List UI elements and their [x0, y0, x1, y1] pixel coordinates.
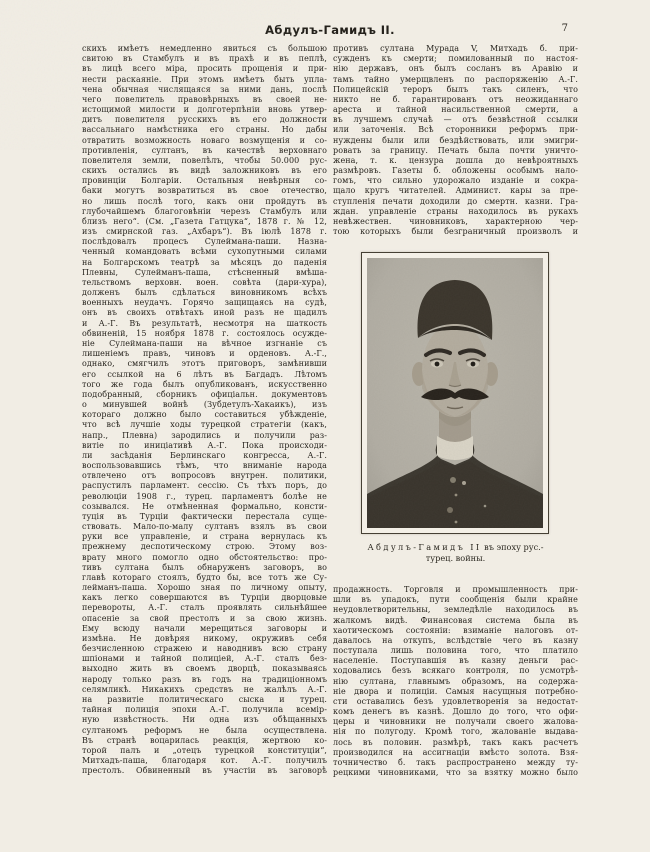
- text-line: комъ денегъ въ казнѣ. Дошло до того, что офи-: [333, 707, 578, 717]
- text-line: чена обычная числящаяся за ними дань, послѣ: [82, 84, 327, 94]
- text-line: баки могутъ возвратиться въ свое отечество,: [82, 186, 327, 196]
- text-line: что всѣ лучшіе ходы турецкой стратегіи (какъ,: [82, 420, 327, 430]
- portrait-figure: [361, 252, 549, 534]
- right-column-bottom: [333, 585, 578, 778]
- figure-caption-name: Абдулъ-Гамидъ II: [367, 542, 482, 552]
- text-line: тельствомъ верховн. воен. совѣта (дари-хура),: [82, 277, 327, 287]
- text-line: никто не б. гарантированъ отъ неожиданнаго: [333, 94, 578, 104]
- text-line: онъ въ своихъ отвѣтахъ иной разъ не щадилъ: [82, 308, 327, 318]
- text-line: шпіонами и тайной полиціей, А.-Г. сталъ без-: [82, 654, 327, 664]
- text-line: сужденъ къ смерти; помилованный по настоя-: [333, 54, 578, 64]
- text-line: скихъ остались въ видѣ заложниковъ въ его: [82, 166, 327, 176]
- text-line: повелителя земли, повелѣлъ, чтобы 50.000 рус-: [82, 155, 327, 165]
- text-line: Въ странѣ воцарилась реакція, жертвою ко-: [82, 735, 327, 745]
- text-line: и А.-Г. Въ результатѣ, несмотря на шаткость: [82, 318, 327, 328]
- text-line: продажность. Торговля и промышленность при-: [333, 585, 578, 594]
- text-line: или заточенія. Всѣ сторонники реформъ при-: [333, 125, 578, 135]
- text-line: долженъ былъ сдѣлаться виновникомъ всѣхъ: [82, 288, 327, 298]
- text-line: истощимой милости и долготерпѣніи вновь утвер-: [82, 105, 327, 115]
- text-line: производился на ассигнаціи вмѣсто золота. Взя-: [333, 747, 578, 757]
- right-column-top: [333, 44, 578, 237]
- text-line: провинціи Болгаріи. Остальныя невѣрныя со-: [82, 176, 327, 186]
- text-line: тайная полиція эпохи А.-Г. получила всемір-: [82, 705, 327, 715]
- text-line: ніе Сулеймана-паши на вѣчное изгнаніе съ: [82, 338, 327, 348]
- text-line: церы и чиновники не получали своего жалова-: [333, 717, 578, 727]
- page-number: 7: [561, 23, 568, 34]
- running-header: [82, 23, 578, 38]
- text-line: народу только разъ въ годъ на традиціонномъ: [82, 674, 327, 684]
- text-line: скихъ имѣетъ немедленно явиться съ большою: [82, 44, 327, 53]
- text-line: котораго должно было составиться убѣжденіе,: [82, 410, 327, 420]
- text-line: ли засѣданія Берлинскаго конгресса, А.-Г.: [82, 450, 327, 460]
- text-line: поступала лишь половина того, что платило: [333, 646, 578, 656]
- text-line: противленія, султанъ, въ качествѣ верховнаго: [82, 145, 327, 155]
- text-line: врату много помогло одно обстоятельство: про-: [82, 552, 327, 562]
- text-line: ную извѣстность. Ни одна изъ обѣщанныхъ: [82, 715, 327, 725]
- text-line: противъ султана Мурада V, Митхадъ б. при-: [333, 44, 578, 53]
- text-line: обвиненій, 15 ноября 1878 г. состоялось осужде-: [82, 328, 327, 338]
- text-line: безчисленною стражею и наводнивъ всю страну: [82, 644, 327, 654]
- text-line: ствовать. Мало-по-малу султанъ взялъ въ свои: [82, 522, 327, 532]
- text-line: перевороты, А.-Г. сталъ проявлять сильнѣйшее: [82, 603, 327, 613]
- text-line: главѣ котораго стоялъ, будто бы, все тотъ же Су-: [82, 572, 327, 582]
- text-line: Плевны, Сулейманъ-паша, стѣсненный вмѣша-: [82, 267, 327, 277]
- text-line: глубочайшемъ благоговѣніи черезъ Стамбулъ или: [82, 206, 327, 216]
- text-line: давалось на откупъ, вслѣдствіе чего въ казну: [333, 635, 578, 645]
- text-line: неудовлетворительны, земледѣліе находилось въ: [333, 605, 578, 615]
- text-line: тивъ султана былъ обнаруженъ заговоръ, во: [82, 562, 327, 572]
- left-column: [82, 44, 327, 776]
- text-line: тамъ тайно умерщвленъ по распоряженію А.-Г.: [333, 74, 578, 84]
- text-line: но лишь послѣ того, какъ они пройдутъ въ: [82, 196, 327, 206]
- text-line: торой палъ и „отецъ турецкой конституціи“,: [82, 745, 327, 755]
- text-line: воспользовавшись тѣмъ, что вниманіе народа: [82, 461, 327, 471]
- text-line: Митхадъ-паша, благодаря кот. А.-Г. получилъ: [82, 756, 327, 766]
- text-line: ніе двора и полиціи. Самыя насущныя потребно-: [333, 686, 578, 696]
- text-line: престолъ. Обвиненный въ участіи въ заговорѣ: [82, 766, 327, 776]
- text-line: хаотическомъ состояніи: взиманіе налоговъ от-: [333, 625, 578, 635]
- text-line: отвратить возможность новаго возмущенія и со-: [82, 135, 327, 145]
- text-line: сти оставались безъ удовлетворенія за недостат-: [333, 696, 578, 706]
- text-line: гомъ, что сильно удорожало изданіе и сокра-: [333, 176, 578, 186]
- text-line: прежнему деспотическому строю. Этому воз-: [82, 542, 327, 552]
- text-line: лось въ половин. размѣрѣ, такъ какъ расчетъ: [333, 737, 578, 747]
- text-line: близъ него“. (См. „Газета Гатцука“, 1878 г. № 12,: [82, 216, 327, 226]
- text-line: тою которыхъ были безграничный произволъ и: [333, 227, 578, 237]
- text-line: ступленія печати доходили до смертн. казни. Гра-: [333, 196, 578, 206]
- text-line: революціи 1908 г., турец. парламентъ болѣе не: [82, 491, 327, 501]
- figure-caption-line2: турец. войны.: [425, 553, 486, 563]
- text-line: однако, смягчилъ этотъ приговоръ, замѣнивши: [82, 359, 327, 369]
- text-line: витіе по иниціативѣ А.-Г. Пока происходи-: [82, 440, 327, 450]
- text-line: о минувшей войнѣ (Зубдетулъ-Хакаикъ), изъ: [82, 400, 327, 410]
- portrait-photo-icon: [367, 258, 543, 528]
- text-line: Ему всюду начали мерещиться заговоры и: [82, 623, 327, 633]
- text-line: султаномъ реформъ не была осуществлена.: [82, 725, 327, 735]
- text-line: ареста и тайной насильственной смерти, а: [333, 105, 578, 115]
- text-line: изъ смирнской газ. „Ахбаръ“). Въ іюлѣ 1878 г.: [82, 227, 327, 237]
- text-line: чего повелитель правовѣрныхъ въ своей не-: [82, 94, 327, 104]
- text-line: рецкими чиновниками, что за взятку можно было: [333, 768, 578, 778]
- text-line: какъ легко совершаются въ Турціи дворцовые: [82, 593, 327, 603]
- text-line: невѣжествен. чиновниковъ, характерною чер-: [333, 216, 578, 226]
- text-line: выходно жить въ своемъ дворцѣ, показываясь: [82, 664, 327, 674]
- text-line: ждан. управленіе страны находилось въ рукахъ: [333, 206, 578, 216]
- text-line: лишеніемъ правъ, чиновъ и орденовъ. А.-Г.,: [82, 349, 327, 359]
- figure-caption-line1: [333, 542, 578, 553]
- text-line: жена, т. к. цензура дошла до невѣроятныхъ: [333, 155, 578, 165]
- text-line: размѣровъ. Газеты б. обложены особымъ нало-: [333, 166, 578, 176]
- text-line: нію державъ, онъ былъ сосланъ въ Аравію и: [333, 64, 578, 74]
- page-title: Абдулъ-Гамидъ II.: [265, 23, 395, 37]
- text-line: отвлечено отъ вопросовъ внутрен. политики,: [82, 471, 327, 481]
- text-line: въ лучшемъ случаѣ — отъ безвѣстной ссылки: [333, 115, 578, 125]
- text-line: опасеніе за свой престолъ и за свою жизнь.: [82, 613, 327, 623]
- text-line: нію султана, главнымъ образомъ, на содержа-: [333, 676, 578, 686]
- text-line: на Болгарскомъ театрѣ за мѣсяцъ до паденія: [82, 257, 327, 267]
- text-line: руки все управленіе, и страна вернулась къ: [82, 532, 327, 542]
- text-line: точничество б. такъ распространено между ту-: [333, 757, 578, 767]
- text-line: въ лицѣ всего міра, просить прощенія и при-: [82, 64, 327, 74]
- text-line: того же года былъ опубликованъ, искусственно: [82, 379, 327, 389]
- text-line: нести раскаяніе. При этомъ имѣетъ быть упла-: [82, 74, 327, 84]
- text-line: туція въ Турціи фактически перестала суще-: [82, 511, 327, 521]
- text-line: ченный командовать всѣми сухопутными силами: [82, 247, 327, 257]
- text-line: измѣна. Не довѣряя никому, окруживъ себя: [82, 633, 327, 643]
- text-line: его ссылкой на 6 лѣтъ въ Багдадъ. Лѣтомъ: [82, 369, 327, 379]
- text-line: напр., Плевна) зародились и получили раз-: [82, 430, 327, 440]
- text-line: свитою въ Стамбулъ и въ прахѣ и въ пеплѣ,: [82, 54, 327, 64]
- figure-caption: [333, 542, 578, 564]
- text-line: дитъ повелителя русскихъ въ его должности: [82, 115, 327, 125]
- text-line: подобранный, сборникъ офиціальн. документовъ: [82, 389, 327, 399]
- text-line: на развитіе политическаго сыска и турец.: [82, 695, 327, 704]
- text-line: населеніе. Поступавшія въ казну деньги рас-: [333, 656, 578, 666]
- text-line: щало кругъ читателей. Админист. кары за пре-: [333, 186, 578, 196]
- text-line: жалкомъ видѣ. Финансовая система была въ: [333, 615, 578, 625]
- text-line: селямликѣ. Никакихъ средствъ не жалѣлъ А.-Г.: [82, 684, 327, 694]
- figure-caption-rest: въ эпоху рус.-: [484, 542, 544, 552]
- text-line: ровать за границу. Печать была почти уничто-: [333, 145, 578, 155]
- text-line: нуждены были или бездѣйствовать, или эмигри-: [333, 135, 578, 145]
- text-line: Полицейскій тероръ былъ такъ силенъ, что: [333, 84, 578, 94]
- text-line: послѣдовалъ процесъ Сулеймана-паши. Назна-: [82, 237, 327, 247]
- text-line: военныхъ неудачъ. Горячо защищаясь на судѣ,: [82, 298, 327, 308]
- text-line: нія по полугоду. Кромѣ того, жалованіе выдава-: [333, 727, 578, 737]
- text-line: шли въ упадокъ, пути сообщенія были крайне: [333, 595, 578, 605]
- text-line: распустилъ парламент. сессію. Съ тѣхъ поръ, до: [82, 481, 327, 491]
- text-line: вассальнаго намѣстника его страны. Но дабы: [82, 125, 327, 135]
- text-line: лейманъ-паша. Хорошо зная по личному опыту,: [82, 583, 327, 593]
- text-line: ходовались безъ всякаго контроля, по усмотрѣ-: [333, 666, 578, 676]
- text-line: созывался. Не отмѣненная формально, консти-: [82, 501, 327, 511]
